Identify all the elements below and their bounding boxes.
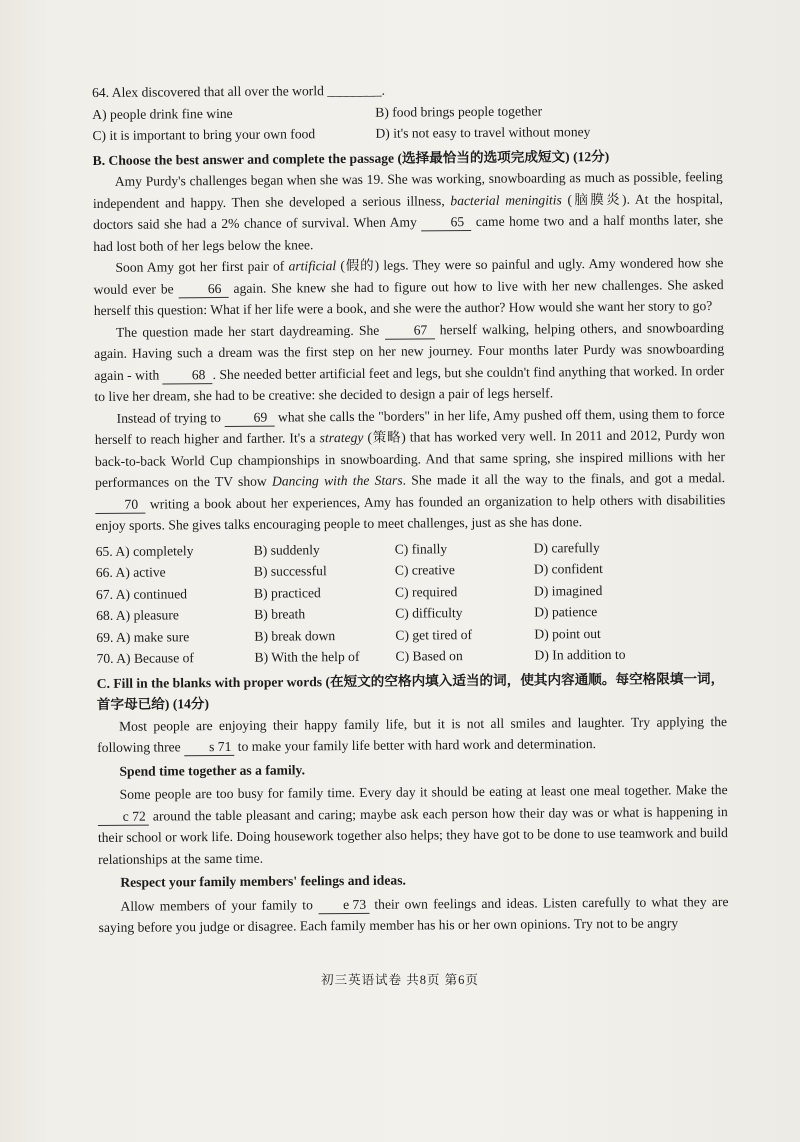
passage-paragraph: [98, 779, 729, 870]
answer-options: [96, 536, 727, 670]
text-run: Soon Amy got her first pair of: [115, 258, 285, 275]
option: 65. A) completely: [95, 542, 194, 559]
italic-title: Dancing with the Stars: [271, 472, 403, 489]
section-c-passage: [97, 711, 729, 939]
option: 68. A) pleasure: [96, 607, 179, 623]
question-64: [92, 77, 722, 146]
passage-paragraph: [93, 166, 724, 257]
text-run: (策略) that has worked very well. In 2011 and 2012, Purdy won back-to-back World Cup championships in snowboarding. And that same spring, she inspired millions with her performances on the TV show: [94, 427, 726, 490]
subheading: Respect your family members' feelings and ideas.: [120, 872, 406, 890]
italic-term: artificial: [288, 258, 337, 274]
q64-option-a: A) people drink fine wine: [92, 105, 233, 122]
blank-65: 65: [421, 214, 471, 231]
option: 66. A) active: [95, 564, 166, 580]
option: C) creative: [394, 562, 455, 578]
option: C) get tired of: [395, 626, 473, 643]
text-run: (假的) legs. They were so painful and ugly. Amy wondered how she would ever be: [93, 255, 724, 297]
option: D) In addition to: [534, 646, 626, 663]
passage-paragraph: [98, 891, 728, 939]
option: D) confident: [533, 561, 603, 577]
option: B) breath: [254, 606, 306, 622]
section-b-heading: B. Choose the best answer and complete the passage (选择最恰当的选项完成短文) (12分): [92, 148, 610, 168]
text-run: to make your family life better with hard work and determination.: [237, 736, 597, 754]
option: D) patience: [534, 604, 598, 620]
text-run: Some people are too busy for family time. Every day it should be eating at least one meal together. Make the: [119, 782, 728, 802]
text-run: Amy Purdy's challenges began when she was 19. She was working, snowboarding as much as possible, feeling independent and happy. Then she developed a serious illness,: [92, 169, 723, 211]
option: C) difficulty: [395, 605, 463, 621]
passage-paragraph: [93, 252, 723, 321]
text-run: their own feelings and ideas. Listen carefully to what they are saying before you judge or disagree. Each family member has his or her own opinions. Try not to be angry: [98, 893, 729, 935]
blank-71: s 71: [184, 739, 234, 756]
blank-69: 69: [224, 409, 274, 426]
blank-66: 66: [179, 280, 229, 297]
text-run: Allow members of your family to: [120, 896, 313, 914]
page-footer: 初三英语试卷 共8页 第6页: [321, 973, 479, 987]
option: B) practiced: [253, 584, 321, 601]
italic-term: bacterial meningitis: [450, 191, 562, 208]
option: C) Based on: [395, 648, 463, 664]
text-run: around the table pleasant and caring; maybe ask each person how their day was or what is happening in their school or work life. Doing housework together also helps; they have got to be done to use teamwork and build relationships at the same time.: [97, 803, 728, 867]
option: D) carefully: [533, 539, 600, 556]
blank-72: c 72: [98, 808, 149, 825]
option: C) required: [394, 583, 458, 600]
q64-option-d: D) it's not easy to travel without money: [375, 124, 591, 141]
text-run: . She made it all the way to the finals, and got a medal.: [402, 470, 726, 488]
subheading: Spend time together as a family.: [119, 761, 305, 779]
option: D) point out: [534, 625, 601, 642]
text-run: herself walking, helping others, and snowboarding again. Having such a dream was the first step on her new journey. Four months later Purdy was snowboarding again - with: [94, 319, 725, 383]
q64-option-b: B) food brings people together: [375, 102, 543, 120]
italic-term: strategy: [319, 429, 364, 446]
passage-paragraph: [95, 403, 726, 537]
option-row: [96, 643, 726, 669]
option: B) successful: [253, 563, 327, 579]
page-content: [92, 77, 729, 938]
passage-paragraph: [94, 317, 725, 408]
q64-option-c: C) it is important to bring your own food: [92, 126, 316, 143]
option: C) finally: [394, 540, 448, 557]
text-run: came home two and a half months later, she had lost both of her legs below the knee.: [93, 212, 724, 254]
blank-67: 67: [384, 322, 434, 339]
text-run: writing a book about her experiences, Amy has founded an organization to help others with disabilities enjoy sports. She gives talks encouraging people to meet challenges, just as she has done.: [95, 491, 726, 533]
text-run: (脑膜炎). At the hospital, doctors said she had a 2% chance of survival. When Amy: [93, 190, 723, 232]
option: B) With the help of: [254, 648, 360, 665]
text-run: The question made her start daydreaming. She: [115, 322, 380, 340]
option: 70. A) Because of: [96, 650, 194, 666]
passage-paragraph: [97, 711, 727, 759]
option: B) break down: [254, 627, 336, 644]
text-run: again. She knew she had to figure out how to live with her new challenges. She asked herself this question: What if her life were a book, and she were the author? How would she want her story to go?: [93, 276, 724, 318]
text-run: what she calls the "borders" in her life, Amy pushed off them, using them to force herself to reach higher and farther. It's a: [94, 405, 725, 447]
blank-70: 70: [95, 496, 145, 513]
option: 67. A) continued: [95, 585, 188, 602]
option: B) suddenly: [253, 541, 320, 558]
section-b-passage: [93, 166, 726, 536]
section-c-heading: C. Fill in the blanks with proper words (在短文的空格内填入适当的词，使其内容通顺。每空格限填一词，首字母已给) (14分): [96, 670, 725, 712]
question-64-stem: 64. Alex discovered that all over the world ________.: [92, 82, 386, 100]
blank-68: 68: [163, 367, 213, 384]
text-run: . She needed better artificial feet and legs, but she couldn't find anything that worked. In order to live her dream, she had to be creative: she decided to design a pair of legs herself.: [94, 362, 725, 404]
option: D) imagined: [533, 582, 603, 599]
option: 69. A) make sure: [96, 628, 190, 645]
text-run: Most people are enjoying their happy family life, but it is not all smiles and laughter. Try applying the following three: [97, 713, 728, 755]
text-run: Instead of trying to: [116, 409, 221, 426]
blank-73: e 73: [318, 896, 369, 913]
